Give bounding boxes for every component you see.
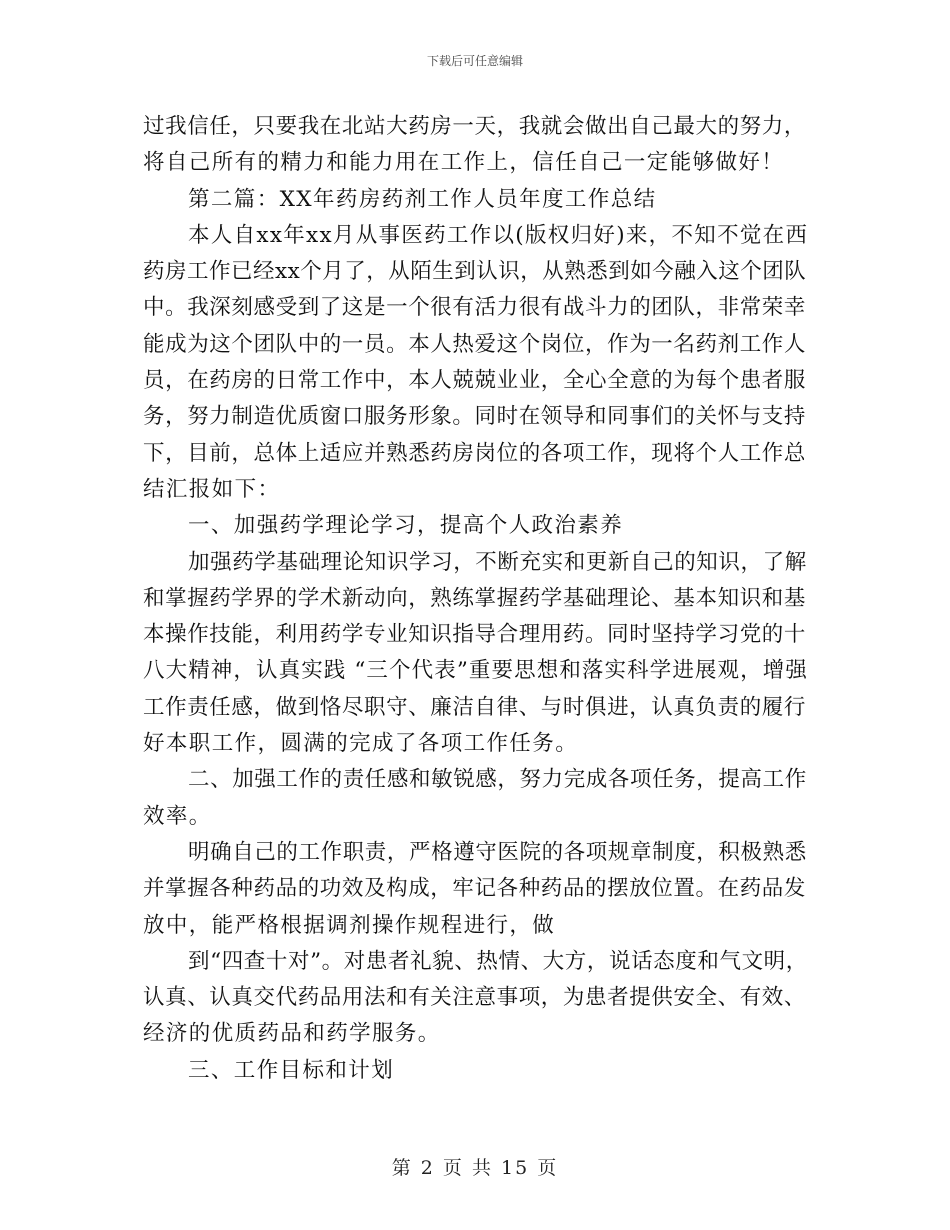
text-line: 中。我深刻感受到了这是一个很有活力很有战斗力的团队，非常荣幸 bbox=[143, 295, 807, 321]
text-line: 将自己所有的精力和能力用在工作上，信任自己一定能够做好！ bbox=[143, 150, 785, 176]
text-line: 一、加强药学理论学习，提高个人政治素养 bbox=[188, 513, 624, 539]
text-line: 药房工作已经xx个月了，从陌生到认识，从熟悉到如今融入这个团队 bbox=[143, 259, 807, 285]
text-line: 认真、认真交代药品用法和有关注意事项，为患者提供安全、有效、 bbox=[143, 985, 807, 1011]
text-line: 务，努力制造优质窗口服务形象。同时在领导和同事们的关怀与支持 bbox=[143, 404, 807, 430]
text-line: 明确自己的工作职责，严格遵守医院的各项规章制度，积极熟悉 bbox=[188, 839, 807, 865]
text-line: 本操作技能，利用药学专业知识指导合理用药。同时坚持学习党的十 bbox=[143, 622, 807, 648]
text-line: 和掌握药学界的学术新动向，熟练掌握药学基础理论、基本知识和基 bbox=[143, 585, 807, 611]
text-line: 效率。 bbox=[143, 803, 212, 829]
text-line: 本人自xx年xx月从事医药工作以(版权归好)来，不知不觉在西 bbox=[188, 222, 809, 248]
text-line: 第二篇：XX年药房药剂工作人员年度工作总结 bbox=[188, 186, 657, 212]
text-line: 到“四查十对”。对患者礼貌、热情、大方，说话态度和气文明， bbox=[188, 948, 808, 974]
text-line: 能成为这个团队中的一员。本人热爱这个岗位，作为一名药剂工作人 bbox=[143, 331, 807, 357]
text-line: 过我信任，只要我在北站大药房一天，我就会做出自己最大的努力， bbox=[143, 114, 807, 139]
text-line: 并掌握各种药品的功效及构成，牢记各种药品的摆放位置。在药品发 bbox=[143, 876, 807, 902]
text-line: 放中，能严格根据调剂操作规程进行，做 bbox=[143, 912, 556, 938]
text-line: 工作责任感，做到恪尽职守、廉洁自律、与时俱进，认真负责的履行 bbox=[143, 694, 807, 720]
text-line: 二、加强工作的责任感和敏锐感，努力完成各项任务，提高工作 bbox=[188, 767, 807, 793]
text-line: 经济的优质药品和药学服务。 bbox=[143, 1021, 441, 1047]
text-line: 八大精神，认真实践 “三个代表”重要思想和落实科学进展观，增强 bbox=[143, 658, 808, 684]
page-header: 下载后可任意编辑 bbox=[426, 54, 523, 68]
document-body bbox=[143, 109, 808, 1089]
text-line: 员，在药房的日常工作中，本人兢兢业业，全心全意的为每个患者服 bbox=[143, 368, 807, 394]
text-line: 下，目前，总体上适应并熟悉药房岗位的各项工作，现将个人工作总 bbox=[143, 440, 807, 466]
text-line: 结汇报如下： bbox=[143, 476, 281, 502]
text-line: 三、工作目标和计划 bbox=[188, 1057, 395, 1083]
page-footer: 第 2 页 共 15 页 bbox=[391, 1157, 559, 1179]
text-line: 好本职工作，圆满的完成了各项工作任务。 bbox=[143, 731, 579, 757]
text-line: 加强药学基础理论知识学习，不断充实和更新自己的知识，了解 bbox=[188, 549, 807, 575]
